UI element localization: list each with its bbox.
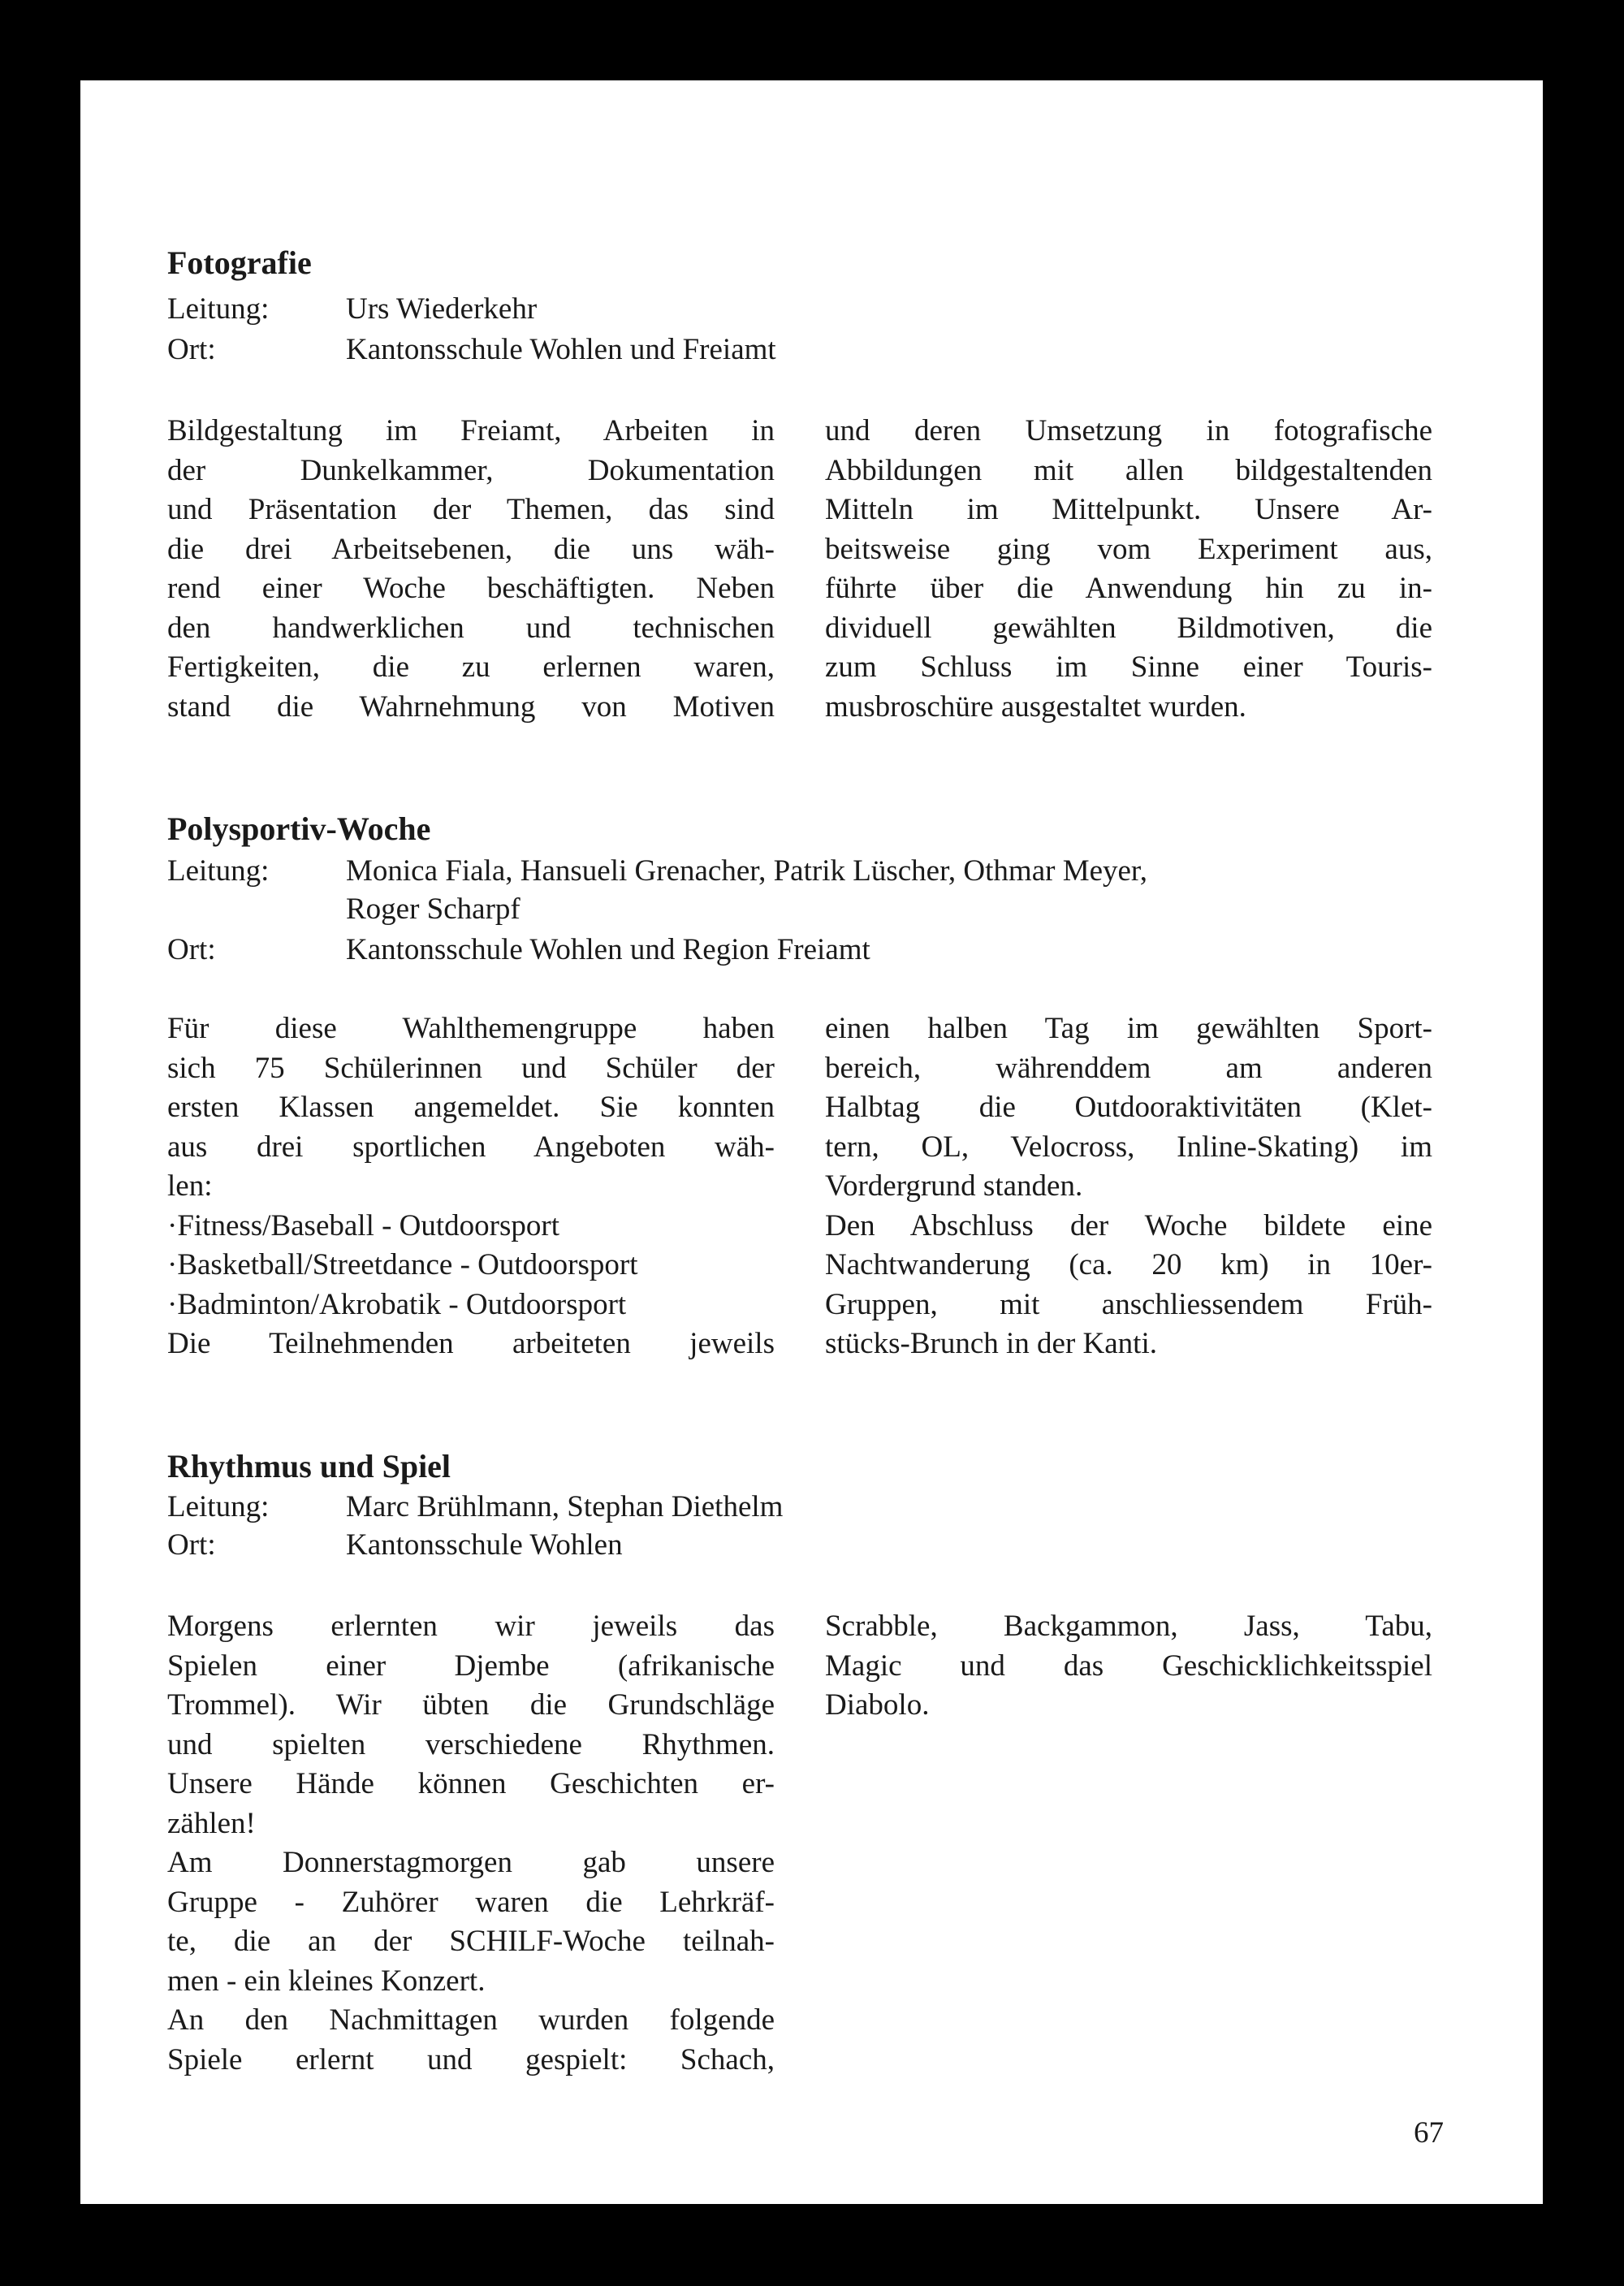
text-line: Gruppen, mit anschliessendem Früh- (825, 1287, 1432, 1321)
text-line: te, die an der SCHILF-Woche teilnah- (167, 1925, 775, 1958)
text-line: Spiele erlernt und gespielt: Schach, (167, 2042, 775, 2076)
text-line: Am Donnerstagmorgen gab unsere (167, 1846, 775, 1879)
section-heading: Fotografie (167, 244, 312, 281)
text-line: Für diese Wahlthemengruppe haben (167, 1012, 775, 1045)
text-line: den handwerklichen und technischen (167, 611, 775, 645)
text-line: und deren Umsetzung in fotografische (825, 414, 1432, 447)
text-line: Scrabble, Backgammon, Jass, Tabu, (825, 1610, 1432, 1643)
text-line: Vordergrund standen. (825, 1169, 1083, 1203)
text-line: ·Basketball/Streetdance - Outdoorsport (167, 1248, 638, 1281)
text-line: Den Abschluss der Woche bildete eine (825, 1208, 1432, 1242)
text-line: ·Fitness/Baseball - Outdoorsport (167, 1208, 560, 1242)
meta-value: Roger Scharpf (346, 892, 520, 926)
text-line: An den Nachmittagen wurden folgende (167, 2003, 775, 2037)
section-heading: Rhythmus und Spiel (167, 1448, 451, 1484)
meta-row (167, 1526, 1385, 1565)
text-column-right (825, 412, 1432, 727)
text-line: bereich, währenddem am anderen (825, 1051, 1432, 1085)
text-line: Unsere Hände können Geschichten er- (167, 1767, 775, 1800)
text-line: rend einer Woche beschäftigten. Neben (167, 572, 775, 605)
text-line: Spielen einer Djembe (afrikanische (167, 1649, 775, 1683)
meta-label: Leitung: (167, 292, 270, 326)
meta-value: Kantonsschule Wohlen und Region Freiamt (346, 933, 870, 966)
text-line: men - ein kleines Konzert. (167, 1964, 486, 1998)
text-line: stand die Wahrnehmung von Motiven (167, 689, 775, 724)
meta-value: Urs Wiederkehr (346, 292, 538, 326)
text-line: der Dunkelkammer, Dokumentation (167, 453, 775, 487)
meta-row (167, 331, 1385, 369)
text-line: Fertigkeiten, die zu erlernen waren, (167, 650, 775, 684)
text-column-left (167, 1607, 775, 2080)
text-line: einen halben Tag im gewählten Sport- (825, 1012, 1432, 1045)
meta-label: Ort: (167, 333, 216, 366)
text-line: Abbildungen mit allen bildgestaltenden (825, 453, 1432, 487)
text-line: stücks-Brunch in der Kanti. (825, 1327, 1157, 1360)
text-line: tern, OL, Velocross, Inline-Skating) im (825, 1130, 1432, 1164)
text-line: Mitteln im Mittelpunkt. Unsere Ar- (825, 493, 1432, 526)
meta-row (167, 1488, 1385, 1527)
text-line: Trommel). Wir übten die Grundschläge (167, 1688, 775, 1722)
text-line: zählen! (167, 1806, 256, 1840)
text-line: sich 75 Schülerinnen und Schüler der (167, 1051, 775, 1085)
text-column-left (167, 412, 775, 727)
text-line: Die Teilnehmenden arbeiteten jeweils (167, 1327, 775, 1360)
meta-label: Ort: (167, 933, 216, 966)
section-heading: Polysportiv-Woche (167, 810, 431, 847)
text-line: beitsweise ging vom Experiment aus, (825, 532, 1432, 566)
document-page (80, 80, 1543, 2204)
text-line: zum Schluss im Sinne einer Touris- (825, 650, 1432, 684)
meta-row (167, 890, 1385, 929)
text-line: Morgens erlernten wir jeweils das (167, 1610, 775, 1643)
text-line: Gruppe - Zuhörer waren die Lehrkräf- (167, 1885, 775, 1919)
meta-row (167, 290, 1385, 329)
meta-label: Leitung: (167, 854, 270, 888)
text-line: Bildgestaltung im Freiamt, Arbeiten in (167, 414, 775, 447)
meta-row (167, 931, 1385, 970)
text-column-left (167, 1009, 775, 1364)
text-line: len: (167, 1169, 213, 1203)
text-line: ·Badminton/Akrobatik - Outdoorsport (167, 1287, 627, 1321)
meta-value: Kantonsschule Wohlen und Freiamt (346, 333, 776, 366)
page-number: 67 (1414, 2116, 1444, 2150)
meta-label: Leitung: (167, 1490, 270, 1523)
text-column-right (825, 1607, 1432, 1726)
text-line: die drei Arbeitsebenen, die uns wäh- (167, 532, 775, 566)
text-line: Magic und das Geschicklichkeitsspiel (825, 1649, 1432, 1683)
meta-row (167, 852, 1385, 891)
meta-value: Marc Brühlmann, Stephan Diethelm (346, 1490, 784, 1523)
text-line: ersten Klassen angemeldet. Sie konnten (167, 1091, 775, 1124)
text-line: aus drei sportlichen Angeboten wäh- (167, 1130, 775, 1164)
text-line: Diabolo. (825, 1688, 930, 1722)
meta-value: Monica Fiala, Hansueli Grenacher, Patrik Lüscher, Othmar Meyer, (346, 854, 1148, 888)
meta-value: Kantonsschule Wohlen (346, 1528, 623, 1562)
text-line: Halbtag die Outdooraktivitäten (Klet- (825, 1091, 1432, 1124)
meta-label: Ort: (167, 1528, 216, 1562)
text-line: und Präsentation der Themen, das sind (167, 493, 775, 526)
text-line: dividuell gewählten Bildmotiven, die (825, 611, 1432, 645)
text-line: führte über die Anwendung hin zu in- (825, 572, 1432, 605)
text-line: und spielten verschiedene Rhythmen. (167, 1727, 775, 1761)
text-column-right (825, 1009, 1432, 1364)
text-line: musbroschüre ausgestaltet wurden. (825, 689, 1246, 724)
text-line: Nachtwanderung (ca. 20 km) in 10er- (825, 1248, 1432, 1281)
